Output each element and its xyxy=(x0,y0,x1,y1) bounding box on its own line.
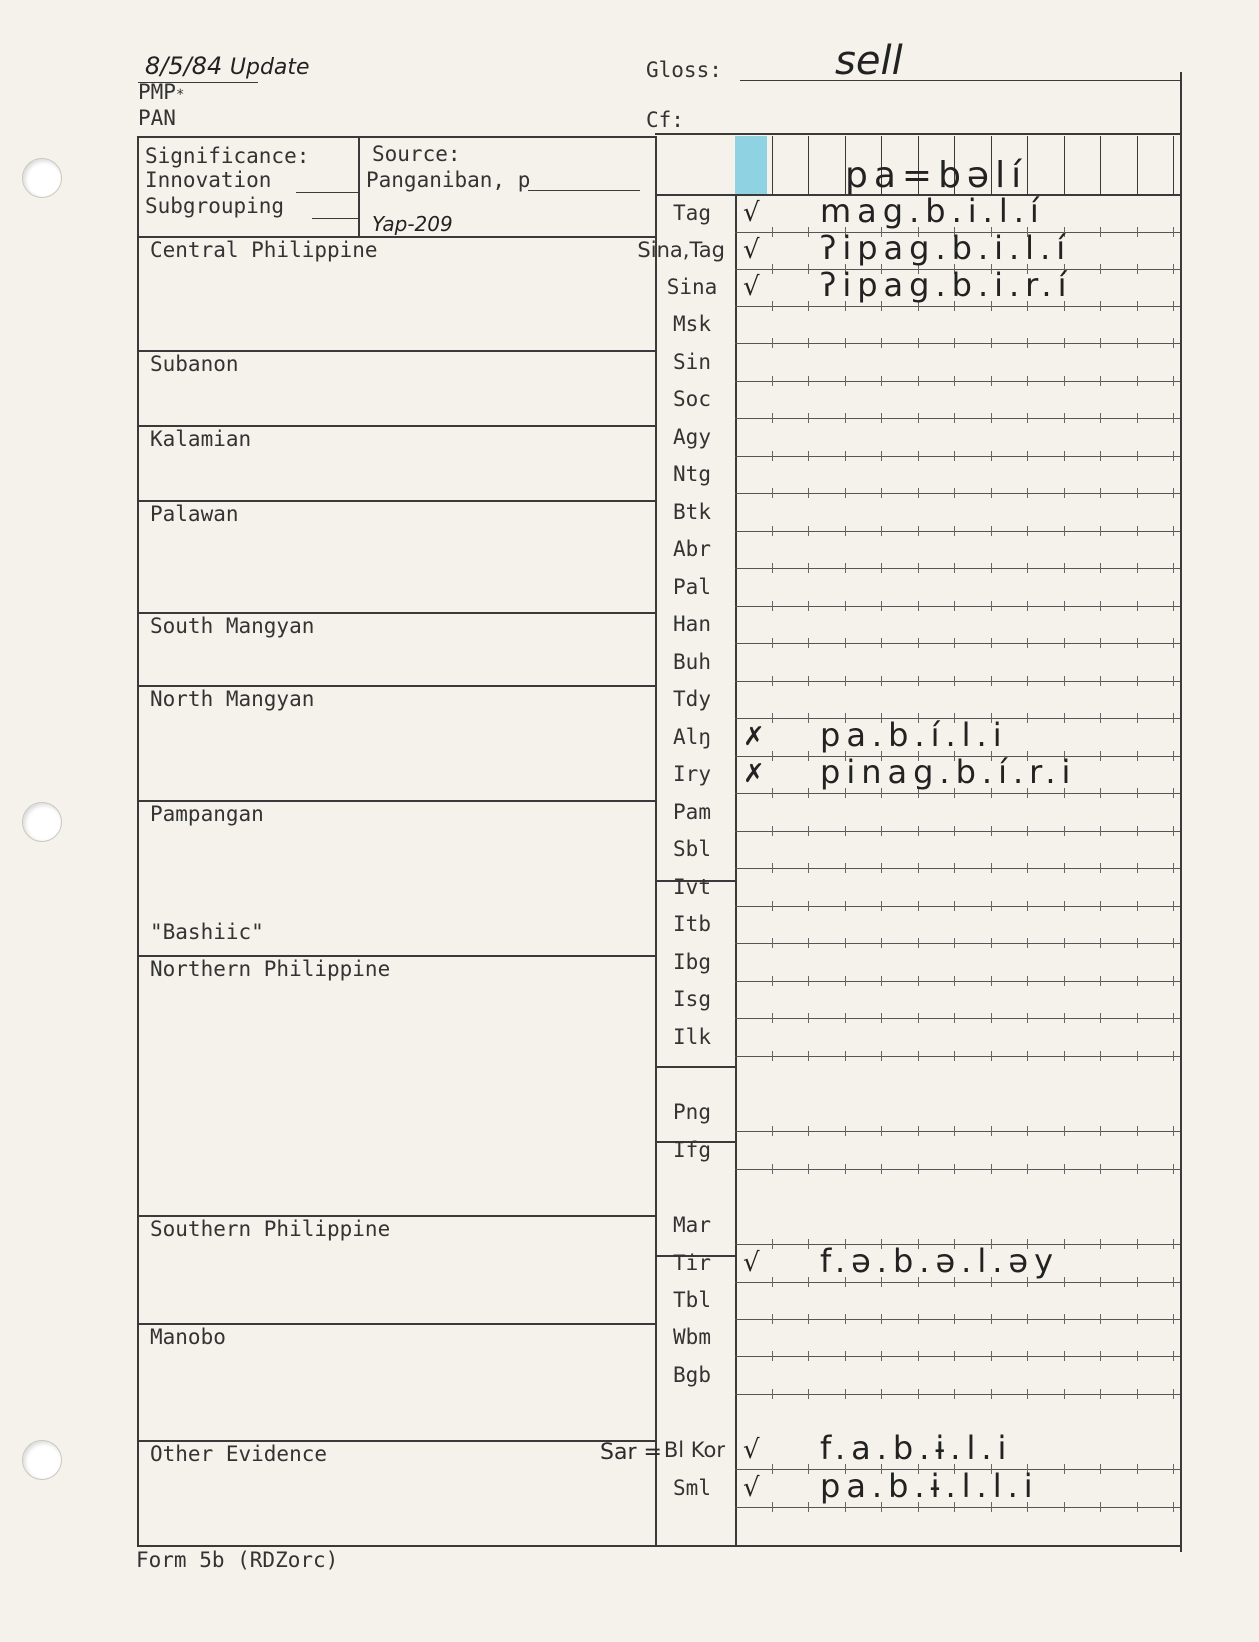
check-mark: √ xyxy=(743,272,760,302)
reflex-form: f.ə.b.ə.l.əy xyxy=(820,1242,1059,1280)
language-code: Sin xyxy=(673,350,711,374)
language-code: Buh xyxy=(673,650,711,674)
language-code: Bl Kor xyxy=(663,1438,725,1462)
group-label: Pampangan xyxy=(150,802,264,826)
language-code: Ivt xyxy=(673,875,711,899)
check-mark: √ xyxy=(743,1248,760,1278)
language-code: Tag xyxy=(673,201,711,225)
update-note: Update xyxy=(229,55,310,80)
top-form: pa=bəlí xyxy=(845,155,1028,196)
reflex-form: ʔipag.b.i.r.í xyxy=(820,266,1073,304)
cf-label: Cf: xyxy=(646,108,684,132)
language-code: Pam xyxy=(673,800,711,824)
check-mark: √ xyxy=(743,1435,760,1465)
language-code: Sina xyxy=(666,275,718,299)
group-label: Central Philippine xyxy=(150,238,378,262)
subgrouping-label: Subgrouping xyxy=(145,194,285,218)
source-label: Source: xyxy=(372,142,461,166)
reflex-form: pa.b.í.l.i xyxy=(820,716,1008,754)
binder-hole-top xyxy=(22,158,62,198)
language-code: Tir xyxy=(673,1251,711,1275)
language-code: Png xyxy=(673,1100,711,1124)
language-code: Alŋ xyxy=(673,725,711,749)
reflex-form: pinag.b.í.r.i xyxy=(820,753,1077,791)
group-label: Subanon xyxy=(150,352,239,376)
language-code: Ntg xyxy=(673,462,711,486)
source-value: Panganiban, p xyxy=(366,168,531,192)
language-code: Agy xyxy=(673,425,711,449)
group-label: Other Evidence xyxy=(150,1442,328,1466)
language-code: Sml xyxy=(673,1476,711,1500)
source-ref: Yap-209 xyxy=(372,212,453,236)
language-code: Msk xyxy=(673,312,711,336)
date: 8/5/84 xyxy=(145,52,223,80)
language-code: Sbl xyxy=(673,837,711,861)
language-code: Wbm xyxy=(673,1325,711,1349)
language-code: Ibg xyxy=(673,950,711,974)
group-label: Manobo xyxy=(150,1325,226,1349)
group-label: North Mangyan xyxy=(150,687,315,711)
language-code: Pal xyxy=(673,575,711,599)
reflex-form: ʔipag.b.i.l.í xyxy=(820,229,1072,267)
language-code: Tdy xyxy=(673,687,711,711)
check-mark: ✗ xyxy=(743,759,765,789)
binder-hole-middle xyxy=(22,802,62,842)
check-mark: √ xyxy=(743,198,760,228)
language-code: Soc xyxy=(673,387,711,411)
pan-label: PAN xyxy=(138,106,176,130)
language-code: Btk xyxy=(673,500,711,524)
language-code: Tbl xyxy=(673,1288,711,1312)
gloss-value: sell xyxy=(835,38,903,84)
group-label: Kalamian xyxy=(150,427,252,451)
other-prefix: Sar = xyxy=(600,1440,662,1465)
pmp-label: PMP* xyxy=(138,80,185,104)
group-label: Palawan xyxy=(150,502,239,526)
significance-label: Significance: xyxy=(145,144,310,168)
language-code: Han xyxy=(673,612,711,636)
group-label: Northern Philippine xyxy=(150,957,391,981)
language-code: Isg xyxy=(673,987,711,1011)
reflex-form: pa.b.ɨ.l.l.i xyxy=(820,1467,1039,1505)
reflex-form: f.a.b.ɨ.l.i xyxy=(820,1429,1013,1467)
language-code: Sina,Tag xyxy=(637,238,725,262)
innovation-label: Innovation xyxy=(145,168,272,192)
group-label: Southern Philippine xyxy=(150,1217,391,1241)
gloss-label: Gloss: xyxy=(646,58,722,82)
highlight-cell xyxy=(735,136,767,194)
check-mark: ✗ xyxy=(743,722,765,752)
group-label: "Bashiic" xyxy=(150,920,264,944)
binder-hole-bottom xyxy=(22,1440,62,1480)
check-mark: √ xyxy=(743,235,760,265)
group-label: South Mangyan xyxy=(150,614,315,638)
language-code: Itb xyxy=(673,912,711,936)
check-mark: √ xyxy=(743,1473,760,1503)
language-code: Iry xyxy=(673,762,711,786)
reflex-form: mag.b.i.l.í xyxy=(820,192,1045,230)
date-note xyxy=(145,52,310,80)
language-code: Mar xyxy=(673,1213,711,1237)
language-code: Ifg xyxy=(673,1138,711,1162)
language-code: Abr xyxy=(673,537,711,561)
language-code: Bgb xyxy=(673,1363,711,1387)
language-code: Ilk xyxy=(673,1025,711,1049)
form-footer: Form 5b (RDZorc) xyxy=(136,1548,339,1572)
